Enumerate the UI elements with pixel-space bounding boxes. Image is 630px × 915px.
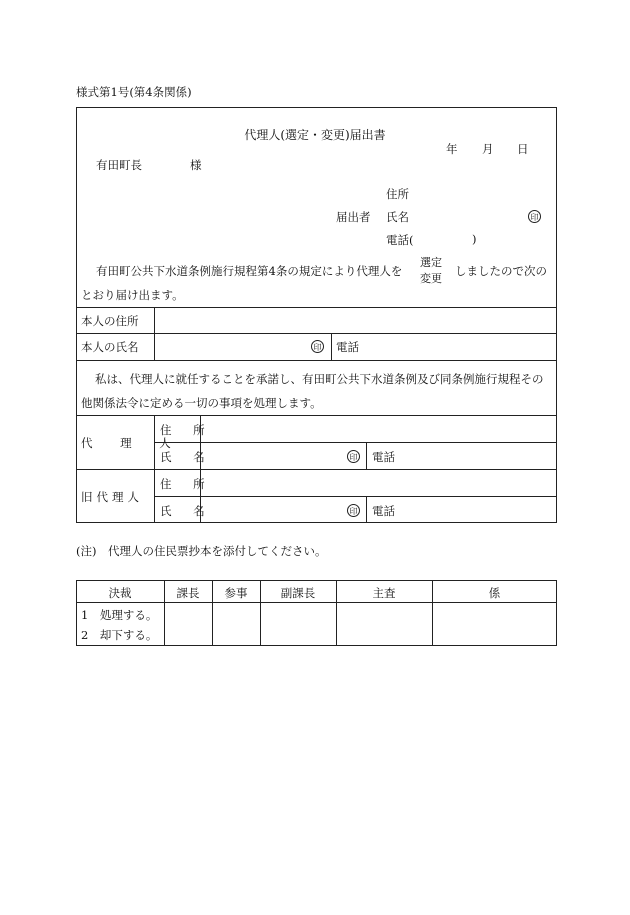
divider	[76, 307, 557, 308]
statement-line2: とおり届け出ます。	[81, 288, 184, 302]
approval-header-kessai: 決裁	[108, 586, 132, 600]
divider	[154, 415, 155, 523]
notifier-phone-close: )	[472, 232, 477, 246]
decision-reject: 2 却下する。	[81, 628, 158, 642]
principal-phone-label: 電話	[336, 340, 359, 354]
statement-text-after: しましたので次の	[455, 264, 547, 278]
attachment-note: (注) 代理人の住民票抄本を添付してください。	[76, 544, 327, 558]
former-agent-phone-label: 電話	[372, 504, 395, 518]
addressee-name: 有田町長	[96, 158, 142, 172]
divider	[76, 360, 557, 361]
former-agent-name-label: 氏 名	[160, 504, 214, 518]
approval-header-deputy-chief: 副課長	[280, 586, 316, 600]
principal-address-label: 本人の住所	[81, 314, 139, 328]
statement-text: 有田町公共下水道条例施行規程第4条の規定により代理人を	[96, 264, 403, 278]
notifier-name-label: 氏名	[386, 210, 409, 224]
form-number: 様式第1号(第4条関係)	[76, 85, 192, 99]
agent-name-label: 氏 名	[160, 450, 214, 464]
divider	[154, 442, 557, 443]
addressee-honorific: 様	[190, 158, 202, 172]
acceptance-line1: 私は、代理人に就任することを承諾し、有田町公共下水道条例及び同条例施行規程その	[95, 372, 544, 386]
principal-name-label: 本人の氏名	[81, 340, 139, 354]
divider	[154, 307, 155, 360]
former-agent-seal-icon: 印	[347, 504, 360, 517]
agent-label: 代 理 人	[81, 436, 183, 450]
approval-header-counselor: 参事	[224, 586, 248, 600]
option-select: 選定	[420, 256, 442, 269]
former-agent-address-label: 住 所	[160, 477, 214, 491]
form-frame	[76, 107, 557, 523]
acceptance-line2: 他関係法令に定める一切の事項を処理します。	[81, 396, 322, 410]
notifier-address-label: 住所	[386, 187, 409, 201]
notifier-phone-label: 電話(	[386, 233, 414, 247]
divider	[366, 496, 367, 523]
decision-approve: 1 処理する。	[81, 608, 158, 622]
divider	[76, 602, 557, 603]
date-year: 年	[446, 142, 458, 156]
principal-seal-icon: 印	[311, 340, 324, 353]
notifier-seal-icon: 印	[528, 210, 541, 223]
divider	[366, 442, 367, 469]
former-agent-label: 旧代理人	[81, 490, 143, 504]
agent-seal-icon: 印	[347, 450, 360, 463]
agent-phone-label: 電話	[372, 450, 395, 464]
agent-address-label: 住 所	[160, 423, 214, 437]
approval-header-chief-examiner: 主査	[372, 586, 396, 600]
divider	[76, 333, 557, 334]
approval-header-section-chief: 課長	[176, 586, 200, 600]
approval-header-staff: 係	[488, 586, 501, 600]
divider	[331, 333, 332, 360]
notifier-label: 届出者	[336, 210, 371, 224]
divider	[154, 496, 557, 497]
form-title: 代理人(選定・変更)届出書	[244, 128, 386, 142]
option-change: 変更	[420, 272, 442, 285]
date-day: 日	[517, 142, 529, 156]
divider	[76, 469, 557, 470]
date-month: 月	[482, 142, 494, 156]
divider	[76, 415, 557, 416]
